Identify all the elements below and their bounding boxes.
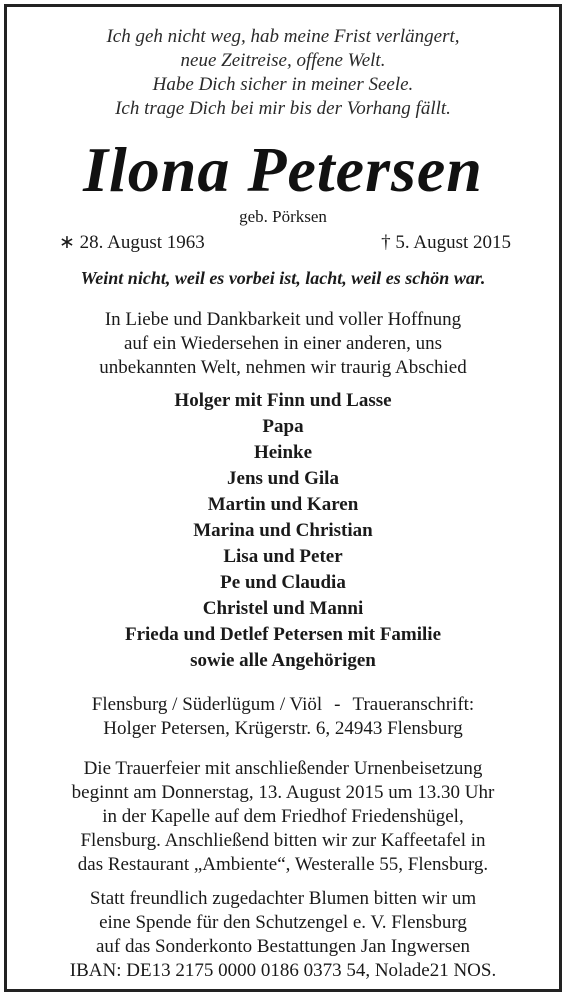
death-date: † 5. August 2015 <box>381 232 511 253</box>
farewell-line: auf ein Wiedersehen in einer anderen, uns <box>123 333 443 354</box>
mourner: Lisa und Peter <box>223 546 343 567</box>
service-line: das Restaurant „Ambiente“, Westeralle 55, Flensburg. <box>77 854 489 875</box>
towns-line <box>7 693 559 717</box>
farewell-line: In Liebe und Dankbarkeit und voller Hoffnung <box>104 309 462 330</box>
deceased-name: Ilona Petersen <box>83 134 483 205</box>
address-label: Traueranschrift: <box>352 694 475 715</box>
mourner: Frieda und Detlef Petersen mit Familie <box>124 624 442 645</box>
donation-line: IBAN: DE13 2175 0000 0186 0373 54, Nolade21 NOS. <box>69 960 497 981</box>
notice-frame <box>4 4 562 992</box>
birth-name: geb. Pörksen <box>239 207 327 226</box>
funeral-service-info <box>7 757 559 877</box>
mourner: Jens und Gila <box>227 468 339 489</box>
life-dates <box>7 231 559 255</box>
mourner: Heinke <box>253 442 313 463</box>
donation-line: Statt freundlich zugedachter Blumen bitten wir um <box>89 888 477 909</box>
mourner: Marina und Christian <box>193 520 373 541</box>
poem-line: neue Zeitreise, offene Welt. <box>180 50 386 71</box>
poem-line: Ich trage Dich bei mir bis der Vorhang fällt. <box>115 98 451 119</box>
birth-date: ∗ 28. August 1963 <box>59 232 205 253</box>
service-line: in der Kapelle auf dem Friedhof Friedenshügel, <box>102 806 464 827</box>
donation-line: eine Spende für den Schutzengel e. V. Flensburg <box>99 912 467 933</box>
mourner: Pe und Claudia <box>220 572 346 593</box>
poem-line: Habe Dich sicher in meiner Seele. <box>152 74 414 95</box>
mourners-list <box>7 388 559 674</box>
mourner: Papa <box>262 416 304 437</box>
motto: Weint nicht, weil es vorbei ist, lacht, weil es schön war. <box>80 268 486 288</box>
poem-line: Ich geh nicht weg, hab meine Frist verlängert, <box>106 26 460 47</box>
mourner: sowie alle Angehörigen <box>190 650 376 671</box>
service-line: Die Trauerfeier mit anschließender Urnenbeisetzung <box>83 758 483 779</box>
service-line: Flensburg. Anschließend bitten wir zur Kaffeetafel in <box>80 830 486 851</box>
farewell-line: unbekannten Welt, nehmen wir traurig Abschied <box>99 357 467 378</box>
mourning-address: Holger Petersen, Krügerstr. 6, 24943 Flensburg <box>103 718 463 739</box>
towns: Flensburg / Süderlügum / Viöl <box>91 694 323 715</box>
mourner: Christel und Manni <box>202 598 364 619</box>
mourner: Martin und Karen <box>207 494 359 515</box>
separator: - <box>334 694 341 715</box>
donation-info <box>7 887 559 983</box>
farewell-text <box>7 308 559 380</box>
place-and-address <box>7 693 559 741</box>
mourner: Holger mit Finn und Lasse <box>174 390 392 411</box>
donation-line: auf das Sonderkonto Bestattungen Jan Ingwersen <box>95 936 471 957</box>
service-line: beginnt am Donnerstag, 13. August 2015 um 13.30 Uhr <box>71 782 495 803</box>
poem <box>7 25 559 121</box>
